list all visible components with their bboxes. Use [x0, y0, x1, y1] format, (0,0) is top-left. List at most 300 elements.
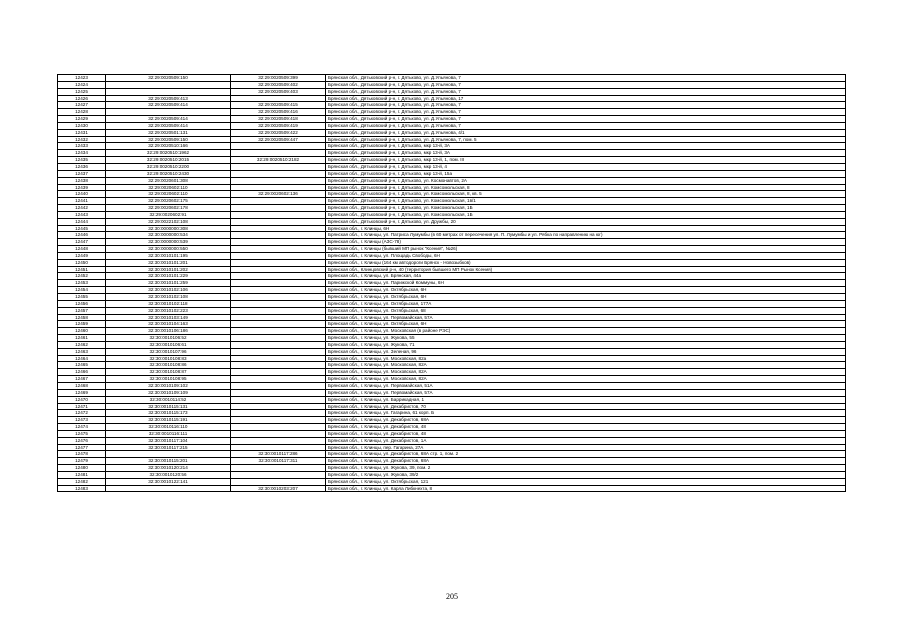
table-row	[58, 348, 846, 355]
row-number-cell: 12483	[58, 485, 106, 492]
table-row	[58, 437, 846, 444]
parcel-cadastral-number-cell	[106, 88, 231, 95]
row-number-cell: 12475	[58, 430, 106, 437]
table-row	[58, 225, 846, 232]
object-cadastral-number-cell	[231, 307, 326, 314]
row-number-cell: 12471	[58, 403, 106, 410]
parcel-cadastral-number-cell: 32:30:0010103:149	[106, 314, 231, 321]
address-cell: Брянская обл., г. Клинцы, ул. Карла Либкнехта, 8	[326, 485, 846, 492]
table-row	[58, 328, 846, 335]
address-cell: Брянская обл., г. Клинцы, ул. Декабристов, 1А	[326, 437, 846, 444]
address-cell: Брянская обл., г. Клинцы, ул. Октябрьская, 6Н	[326, 321, 846, 328]
table-row	[58, 102, 846, 109]
row-number-cell: 12428	[58, 109, 106, 116]
parcel-cadastral-number-cell: 32:29:0020509:150	[106, 136, 231, 143]
object-cadastral-number-cell	[231, 424, 326, 431]
table-row	[58, 300, 846, 307]
row-number-cell: 12441	[58, 198, 106, 205]
table-row	[58, 458, 846, 465]
table-row	[58, 143, 846, 150]
parcel-cadastral-number-cell: 32:29:0020601:308	[106, 177, 231, 184]
parcel-cadastral-number-cell: 32:30:0010114:52	[106, 396, 231, 403]
parcel-cadastral-number-cell: 32:30:0010117:104	[106, 437, 231, 444]
address-cell: Брянская обл., Дятьковский р-н, г. Дятьково, ул. Д.Ульянова, 7	[326, 109, 846, 116]
address-cell: Брянская обл., г. Клинцы, ул. Брянская, 44а	[326, 273, 846, 280]
row-number-cell: 12445	[58, 225, 106, 232]
address-cell: Брянская обл., г. Клинцы, ул. Декабристов, 48	[326, 430, 846, 437]
parcel-cadastral-number-cell: 32:30:0010107:96	[106, 348, 231, 355]
object-cadastral-number-cell	[231, 355, 326, 362]
row-number-cell: 12476	[58, 437, 106, 444]
table-row	[58, 205, 846, 212]
table-row	[58, 478, 846, 485]
row-number-cell: 12470	[58, 396, 106, 403]
object-cadastral-number-cell	[231, 382, 326, 389]
object-cadastral-number-cell: 32:30:0010203:207	[231, 485, 326, 492]
parcel-cadastral-number-cell: 32:29:0022102:108	[106, 218, 231, 225]
row-number-cell: 12425	[58, 88, 106, 95]
row-number-cell: 12449	[58, 252, 106, 259]
object-cadastral-number-cell	[231, 369, 326, 376]
table-row	[58, 465, 846, 472]
parcel-cadastral-number-cell: 32:30:0010108:95	[106, 376, 231, 383]
table-row	[58, 157, 846, 164]
table-row	[58, 321, 846, 328]
parcel-cadastral-number-cell: 32:30:0000000:534	[106, 232, 231, 239]
row-number-cell: 12474	[58, 424, 106, 431]
table-row	[58, 307, 846, 314]
parcel-cadastral-number-cell: 32:30:0010101:195	[106, 252, 231, 259]
table-row	[58, 136, 846, 143]
row-number-cell: 12469	[58, 389, 106, 396]
object-cadastral-number-cell: 32:29:0020509:399	[231, 75, 326, 82]
parcel-cadastral-number-cell: 32:30:0010101:201	[106, 259, 231, 266]
row-number-cell: 12480	[58, 465, 106, 472]
parcel-cadastral-number-cell: 32:30:0010117:215	[106, 444, 231, 451]
object-cadastral-number-cell	[231, 184, 326, 191]
address-cell: Брянская обл., г. Клинцы, ул. Октябрьская, 177А	[326, 300, 846, 307]
table-row	[58, 389, 846, 396]
table-row	[58, 239, 846, 246]
object-cadastral-number-cell	[231, 95, 326, 102]
row-number-cell: 12465	[58, 362, 106, 369]
parcel-cadastral-number-cell: 32:29:0020509:414	[106, 102, 231, 109]
object-cadastral-number-cell	[231, 410, 326, 417]
row-number-cell: 12451	[58, 266, 106, 273]
address-cell: Брянская обл., г. Клинцы, ул. Октябрьская, 68	[326, 307, 846, 314]
object-cadastral-number-cell	[231, 444, 326, 451]
address-cell: Брянская обл., г. Клинцы, ул. Жукова, 39/2	[326, 471, 846, 478]
address-cell: Брянская обл., Дятьковский р-н, г. Дятьково, мкр 13-й, 15а	[326, 170, 846, 177]
parcel-cadastral-number-cell: 32:30:0010109:109	[106, 389, 231, 396]
object-cadastral-number-cell: 32:29:0020509:418	[231, 116, 326, 123]
parcel-cadastral-number-cell: 32:30:0010109:102	[106, 382, 231, 389]
object-cadastral-number-cell	[231, 465, 326, 472]
object-cadastral-number-cell	[231, 389, 326, 396]
object-cadastral-number-cell	[231, 252, 326, 259]
row-number-cell: 12432	[58, 136, 106, 143]
parcel-cadastral-number-cell: 32:30:0010102:223	[106, 307, 231, 314]
object-cadastral-number-cell	[231, 287, 326, 294]
address-cell: Брянская обл., г. Клинцы, ул. Гагарина, 61 корп. Б	[326, 410, 846, 417]
parcel-cadastral-number-cell	[106, 485, 231, 492]
row-number-cell: 12459	[58, 321, 106, 328]
object-cadastral-number-cell	[231, 239, 326, 246]
address-cell: Брянская обл., г. Клинцы (АЗС-78)	[326, 239, 846, 246]
object-cadastral-number-cell	[231, 403, 326, 410]
table-row	[58, 451, 846, 458]
row-number-cell: 12464	[58, 355, 106, 362]
object-cadastral-number-cell: 32:29:0020510:2182	[231, 157, 326, 164]
object-cadastral-number-cell	[231, 273, 326, 280]
table-row	[58, 184, 846, 191]
table-row	[58, 280, 846, 287]
table-row	[58, 294, 846, 301]
table-row	[58, 485, 846, 492]
object-cadastral-number-cell	[231, 321, 326, 328]
address-cell: Брянская обл., Дятьковский р-н, г. Дятьково, ул. Д.Ульянова, 17	[326, 95, 846, 102]
row-number-cell: 12433	[58, 143, 106, 150]
table-row	[58, 341, 846, 348]
row-number-cell: 12434	[58, 150, 106, 157]
row-number-cell: 12463	[58, 348, 106, 355]
address-cell: Брянская обл., г. Клинцы, ул. Октябрьская, 121	[326, 478, 846, 485]
row-number-cell: 12477	[58, 444, 106, 451]
address-cell: Брянская обл., г. Клинцы, ул. Жукова, 39, пом. 2	[326, 465, 846, 472]
row-number-cell: 12431	[58, 129, 106, 136]
object-cadastral-number-cell	[231, 396, 326, 403]
page-number: 205	[446, 592, 458, 601]
table-row	[58, 163, 846, 170]
parcel-cadastral-number-cell: 32:29:0020509:413	[106, 95, 231, 102]
parcel-cadastral-number-cell: 32:30:0010104:163	[106, 321, 231, 328]
table-row	[58, 382, 846, 389]
address-cell: Брянская обл., Дятьковский р-н, г. Дятьково, ул. Д.Ульянова, 7	[326, 116, 846, 123]
object-cadastral-number-cell	[231, 471, 326, 478]
address-cell: Брянская обл., г. Клинцы, ул. Баррикадная, 1	[326, 396, 846, 403]
table-row	[58, 75, 846, 82]
address-cell: Брянская обл., Клинцовский р-н, 40 (территория бывшего МП Рынок Ксения)	[326, 266, 846, 273]
table-row	[58, 129, 846, 136]
object-cadastral-number-cell	[231, 280, 326, 287]
row-number-cell: 12450	[58, 259, 106, 266]
row-number-cell: 12452	[58, 273, 106, 280]
table-row	[58, 410, 846, 417]
table-row	[58, 211, 846, 218]
parcel-cadastral-number-cell: 32:30:0010122:141	[106, 478, 231, 485]
row-number-cell: 12440	[58, 191, 106, 198]
parcel-cadastral-number-cell	[106, 109, 231, 116]
address-cell: Брянская обл., г. Клинцы, ул. Первомайская, 51А	[326, 382, 846, 389]
parcel-cadastral-number-cell: 32:30:0010116:110	[106, 424, 231, 431]
parcel-cadastral-number-cell: 32:30:0010101:229	[106, 273, 231, 280]
address-cell: Брянская обл., Дятьковский р-н, г. Дятьково, мкр 13-й, 3А	[326, 143, 846, 150]
object-cadastral-number-cell	[231, 341, 326, 348]
object-cadastral-number-cell	[231, 205, 326, 212]
address-cell: Брянская обл., Дятьковский р-н, г. Дятьково, ул. Д.Ульянова, 7	[326, 122, 846, 129]
row-number-cell: 12444	[58, 218, 106, 225]
parcel-cadastral-number-cell: 32:30:0010108:87	[106, 369, 231, 376]
row-number-cell: 12468	[58, 382, 106, 389]
row-number-cell: 12443	[58, 211, 106, 218]
parcel-cadastral-number-cell: 32:29:0020510:2200	[106, 163, 231, 170]
object-cadastral-number-cell	[231, 376, 326, 383]
object-cadastral-number-cell	[231, 177, 326, 184]
table-row	[58, 403, 846, 410]
parcel-cadastral-number-cell: 32:30:0010102:108	[106, 294, 231, 301]
row-number-cell: 12455	[58, 294, 106, 301]
object-cadastral-number-cell	[231, 170, 326, 177]
object-cadastral-number-cell	[231, 198, 326, 205]
row-number-cell: 12423	[58, 75, 106, 82]
object-cadastral-number-cell	[231, 300, 326, 307]
parcel-cadastral-number-cell: 32:30:0010115:131	[106, 403, 231, 410]
table-row	[58, 177, 846, 184]
parcel-cadastral-number-cell: 32:30:0010106:61	[106, 341, 231, 348]
object-cadastral-number-cell	[231, 225, 326, 232]
parcel-cadastral-number-cell: 32:29:0020602:175	[106, 198, 231, 205]
address-cell: Брянская обл., г. Клинцы, ул. Жукова, 71	[326, 341, 846, 348]
address-cell: Брянская обл., Дятьковский р-н, г. Дятьково, ул. Комсомольская, 1Б	[326, 211, 846, 218]
address-cell: Брянская обл., Дятьковский р-н, г. Дятьково, ул. Д.Ульянова, 7	[326, 75, 846, 82]
row-number-cell: 12472	[58, 410, 106, 417]
parcel-cadastral-number-cell: 32:29:0020602:110	[106, 191, 231, 198]
row-number-cell: 12481	[58, 471, 106, 478]
object-cadastral-number-cell	[231, 478, 326, 485]
address-cell: Брянская обл., г. Клинцы (164 км автодороги Брянск - Новозыбков)	[326, 259, 846, 266]
parcel-cadastral-number-cell: 32:30:0010101:259	[106, 280, 231, 287]
table-row	[58, 170, 846, 177]
object-cadastral-number-cell	[231, 328, 326, 335]
parcel-cadastral-number-cell: 32:30:0010102:106	[106, 287, 231, 294]
object-cadastral-number-cell	[231, 294, 326, 301]
row-number-cell: 12453	[58, 280, 106, 287]
parcel-cadastral-number-cell: 32:30:0010116:111	[106, 430, 231, 437]
address-cell: Брянская обл., Дятьковский р-н, г. Дятьково, мкр 13-й, 4	[326, 163, 846, 170]
row-number-cell: 12456	[58, 300, 106, 307]
parcel-cadastral-number-cell: 32:30:0010115:201	[106, 458, 231, 465]
row-number-cell: 12447	[58, 239, 106, 246]
address-cell: Брянская обл., г. Клинцы, ул. Московская (в районе РЭС)	[326, 328, 846, 335]
object-cadastral-number-cell: 32:30:0010117:286	[231, 451, 326, 458]
row-number-cell: 12424	[58, 81, 106, 88]
address-cell: Брянская обл., г. Клинцы, 6Н	[326, 225, 846, 232]
object-cadastral-number-cell	[231, 266, 326, 273]
parcel-cadastral-number-cell: 32:29:0020509:414	[106, 116, 231, 123]
object-cadastral-number-cell	[231, 259, 326, 266]
parcel-cadastral-number-cell: 32:30:0010115:173	[106, 410, 231, 417]
parcel-cadastral-number-cell: 32:29:0020602:110	[106, 184, 231, 191]
address-cell: Брянская обл., Дятьковский р-н, г. Дятьково, ул. Комсомольская, 1в/1	[326, 198, 846, 205]
parcel-cadastral-number-cell: 32:30:0000000:550	[106, 246, 231, 253]
parcel-cadastral-number-cell: 32:29:0020510:1962	[106, 150, 231, 157]
address-cell: Брянская обл., г. Клинцы, ул. Первомайская, 57А	[326, 314, 846, 321]
row-number-cell: 12429	[58, 116, 106, 123]
object-cadastral-number-cell	[231, 417, 326, 424]
table-row	[58, 355, 846, 362]
table-row	[58, 109, 846, 116]
address-cell: Брянская обл., г. Клинцы, ул. Парижской Коммуны, 6Н	[326, 280, 846, 287]
row-number-cell: 12478	[58, 451, 106, 458]
table-row	[58, 369, 846, 376]
object-cadastral-number-cell	[231, 437, 326, 444]
row-number-cell: 12439	[58, 184, 106, 191]
parcel-cadastral-number-cell: 32:30:0000000:539	[106, 239, 231, 246]
address-cell: Брянская обл., Дятьковский р-н, г. Дятьково, ул. Космонавтов, 2А	[326, 177, 846, 184]
address-cell: Брянская обл., Дятьковский р-н, г. Дятьково, ул. Д.Ульянова, 4/1	[326, 129, 846, 136]
address-cell: Брянская обл., Дятьковский р-н, г. Дятьково, мкр 13-й, 1, пом. III	[326, 157, 846, 164]
address-cell: Брянская обл., г. Клинцы, ул. Жукова, 55	[326, 335, 846, 342]
table-row	[58, 266, 846, 273]
row-number-cell: 12479	[58, 458, 106, 465]
table-row	[58, 122, 846, 129]
table-row	[58, 376, 846, 383]
table-row	[58, 218, 846, 225]
object-cadastral-number-cell: 32:29:0020509:402	[231, 81, 326, 88]
row-number-cell: 12427	[58, 102, 106, 109]
object-cadastral-number-cell	[231, 218, 326, 225]
address-cell: Брянская обл., г. Клинцы, ул. Октябрьская, 6Н	[326, 287, 846, 294]
table-row	[58, 287, 846, 294]
parcel-cadastral-number-cell: 32:30:0000000:308	[106, 225, 231, 232]
parcel-cadastral-number-cell: 32:29:0020602:178	[106, 205, 231, 212]
parcel-cadastral-number-cell: 32:29:0020510:166	[106, 143, 231, 150]
row-number-cell: 12446	[58, 232, 106, 239]
object-cadastral-number-cell: 32:30:0010117:311	[231, 458, 326, 465]
address-cell: Брянская обл., г. Клинцы, пер. Гагарина, 27А	[326, 444, 846, 451]
row-number-cell: 12430	[58, 122, 106, 129]
registry-sheet	[57, 74, 845, 492]
parcel-cadastral-number-cell: 32:29:0020602:91	[106, 211, 231, 218]
parcel-cadastral-number-cell	[106, 81, 231, 88]
address-cell: Брянская обл., г. Клинцы, ул. Первомайская, 57А	[326, 389, 846, 396]
row-number-cell: 12482	[58, 478, 106, 485]
address-cell: Брянская обл., г. Клинцы, ул. Московская, 82А	[326, 362, 846, 369]
table-row	[58, 417, 846, 424]
table-row	[58, 424, 846, 431]
row-number-cell: 12473	[58, 417, 106, 424]
table-row	[58, 471, 846, 478]
table-row	[58, 314, 846, 321]
object-cadastral-number-cell	[231, 150, 326, 157]
table-body	[58, 75, 846, 492]
address-cell: Брянская обл., Дятьковский р-н, г. Дятьково, ул. Д.Ульянова, 7	[326, 102, 846, 109]
object-cadastral-number-cell	[231, 232, 326, 239]
object-cadastral-number-cell: 32:29:0020509:415	[231, 102, 326, 109]
table-row	[58, 252, 846, 259]
table-row	[58, 246, 846, 253]
table-row	[58, 396, 846, 403]
table-row	[58, 273, 846, 280]
address-cell: Брянская обл., Дятьковский р-н, г. Дятьково, ул. Дружбы, 20	[326, 218, 846, 225]
object-cadastral-number-cell	[231, 335, 326, 342]
address-cell: Брянская обл., Дятьковский р-н, г. Дятьково, ул. Комсомольская, 1Б	[326, 205, 846, 212]
address-cell: Брянская обл., г. Клинцы, ул. Октябрьская, 6Н	[326, 294, 846, 301]
table-row	[58, 444, 846, 451]
table-row	[58, 116, 846, 123]
table-row	[58, 430, 846, 437]
parcel-cadastral-number-cell: 32:30:0010106:52	[106, 335, 231, 342]
address-cell: Брянская обл., г. Клинцы, ул. Московская, 82а	[326, 355, 846, 362]
object-cadastral-number-cell: 32:29:0020602:136	[231, 191, 326, 198]
object-cadastral-number-cell	[231, 143, 326, 150]
address-cell: Брянская обл., Дятьковский р-н, г. Дятьково, ул. Д.Ульянова, 7	[326, 81, 846, 88]
address-cell: Брянская обл., г. Клинцы, ул. Московская, 82А	[326, 376, 846, 383]
row-number-cell: 12457	[58, 307, 106, 314]
row-number-cell: 12442	[58, 205, 106, 212]
address-cell: Брянская обл., г. Клинцы, ул. Декабристов, 68А	[326, 417, 846, 424]
parcel-cadastral-number-cell: 32:30:0010106:186	[106, 328, 231, 335]
table-row	[58, 362, 846, 369]
object-cadastral-number-cell	[231, 246, 326, 253]
parcel-cadastral-number-cell: 32:29:0020509:150	[106, 75, 231, 82]
parcel-cadastral-number-cell: 32:30:0010108:83	[106, 355, 231, 362]
parcel-cadastral-number-cell: 32:30:0010101:202	[106, 266, 231, 273]
parcel-cadastral-number-cell: 32:29:0020510:2430	[106, 170, 231, 177]
property-registry-table	[57, 74, 846, 492]
object-cadastral-number-cell	[231, 163, 326, 170]
address-cell: Брянская обл., г. Клинцы, ул. Декабристов, 68А стр. 1, пом. 2	[326, 451, 846, 458]
row-number-cell: 12460	[58, 328, 106, 335]
row-number-cell: 12458	[58, 314, 106, 321]
table-row	[58, 259, 846, 266]
address-cell: Брянская обл., Дятьковский р-н, г. Дятьково, мкр 13-й, 3А	[326, 150, 846, 157]
row-number-cell: 12435	[58, 157, 106, 164]
address-cell: Брянская обл., г. Клинцы, ул. Декабристов, 70	[326, 403, 846, 410]
object-cadastral-number-cell	[231, 430, 326, 437]
object-cadastral-number-cell: 32:29:0020509:416	[231, 109, 326, 116]
row-number-cell: 12437	[58, 170, 106, 177]
table-row	[58, 335, 846, 342]
table-row	[58, 150, 846, 157]
row-number-cell: 12461	[58, 335, 106, 342]
object-cadastral-number-cell	[231, 314, 326, 321]
object-cadastral-number-cell: 32:29:0020509:447	[231, 136, 326, 143]
address-cell: Брянская обл., Дятьковский р-н, г. Дятьково, ул. Комсомольская, 8	[326, 184, 846, 191]
parcel-cadastral-number-cell: 32:29:0020510:2015	[106, 157, 231, 164]
parcel-cadastral-number-cell: 32:29:0020501:131	[106, 129, 231, 136]
row-number-cell: 12466	[58, 369, 106, 376]
row-number-cell: 12426	[58, 95, 106, 102]
parcel-cadastral-number-cell: 32:29:0020509:414	[106, 122, 231, 129]
row-number-cell: 12438	[58, 177, 106, 184]
table-row	[58, 232, 846, 239]
address-cell: Брянская обл., г. Клинцы, ул. Патриса Лумумбы (в 60 метрах от пересечения ул. П. Лумумбы и ул. Рябка по направлению на юг)	[326, 232, 846, 239]
address-cell: Брянская обл., Дятьковский р-н, г. Дятьково, ул. Д.Ульянова, 7, пом. 5	[326, 136, 846, 143]
table-row	[58, 88, 846, 95]
object-cadastral-number-cell	[231, 211, 326, 218]
address-cell: Брянская обл., Дятьковский р-н, г. Дятьково, ул. Д.Ульянова, 7	[326, 88, 846, 95]
parcel-cadastral-number-cell: 32:30:0010120:56	[106, 471, 231, 478]
table-row	[58, 191, 846, 198]
table-row	[58, 198, 846, 205]
table-row	[58, 95, 846, 102]
row-number-cell: 12436	[58, 163, 106, 170]
object-cadastral-number-cell: 32:29:0020509:403	[231, 88, 326, 95]
parcel-cadastral-number-cell: 32:30:0010108:86	[106, 362, 231, 369]
address-cell: Брянская обл., г. Клинцы, ул. Декабристов, 48	[326, 424, 846, 431]
address-cell: Брянская обл., Дятьковский р-н, г. Дятьково, ул. Комсомольская, 8, кв. 5	[326, 191, 846, 198]
address-cell: Брянская обл., г. Клинцы, ул. Площадь Свободы, 6Н	[326, 252, 846, 259]
row-number-cell: 12448	[58, 246, 106, 253]
parcel-cadastral-number-cell: 32:30:0010102:118	[106, 300, 231, 307]
address-cell: Брянская обл., г. Клинцы (бывший МП рынок "Ксения", №26)	[326, 246, 846, 253]
row-number-cell: 12454	[58, 287, 106, 294]
parcel-cadastral-number-cell	[106, 451, 231, 458]
address-cell: Брянская обл., г. Клинцы, ул. Московская, 82А	[326, 369, 846, 376]
row-number-cell: 12462	[58, 341, 106, 348]
address-cell: Брянская обл., г. Клинцы, ул. Декабристов, 68А	[326, 458, 846, 465]
